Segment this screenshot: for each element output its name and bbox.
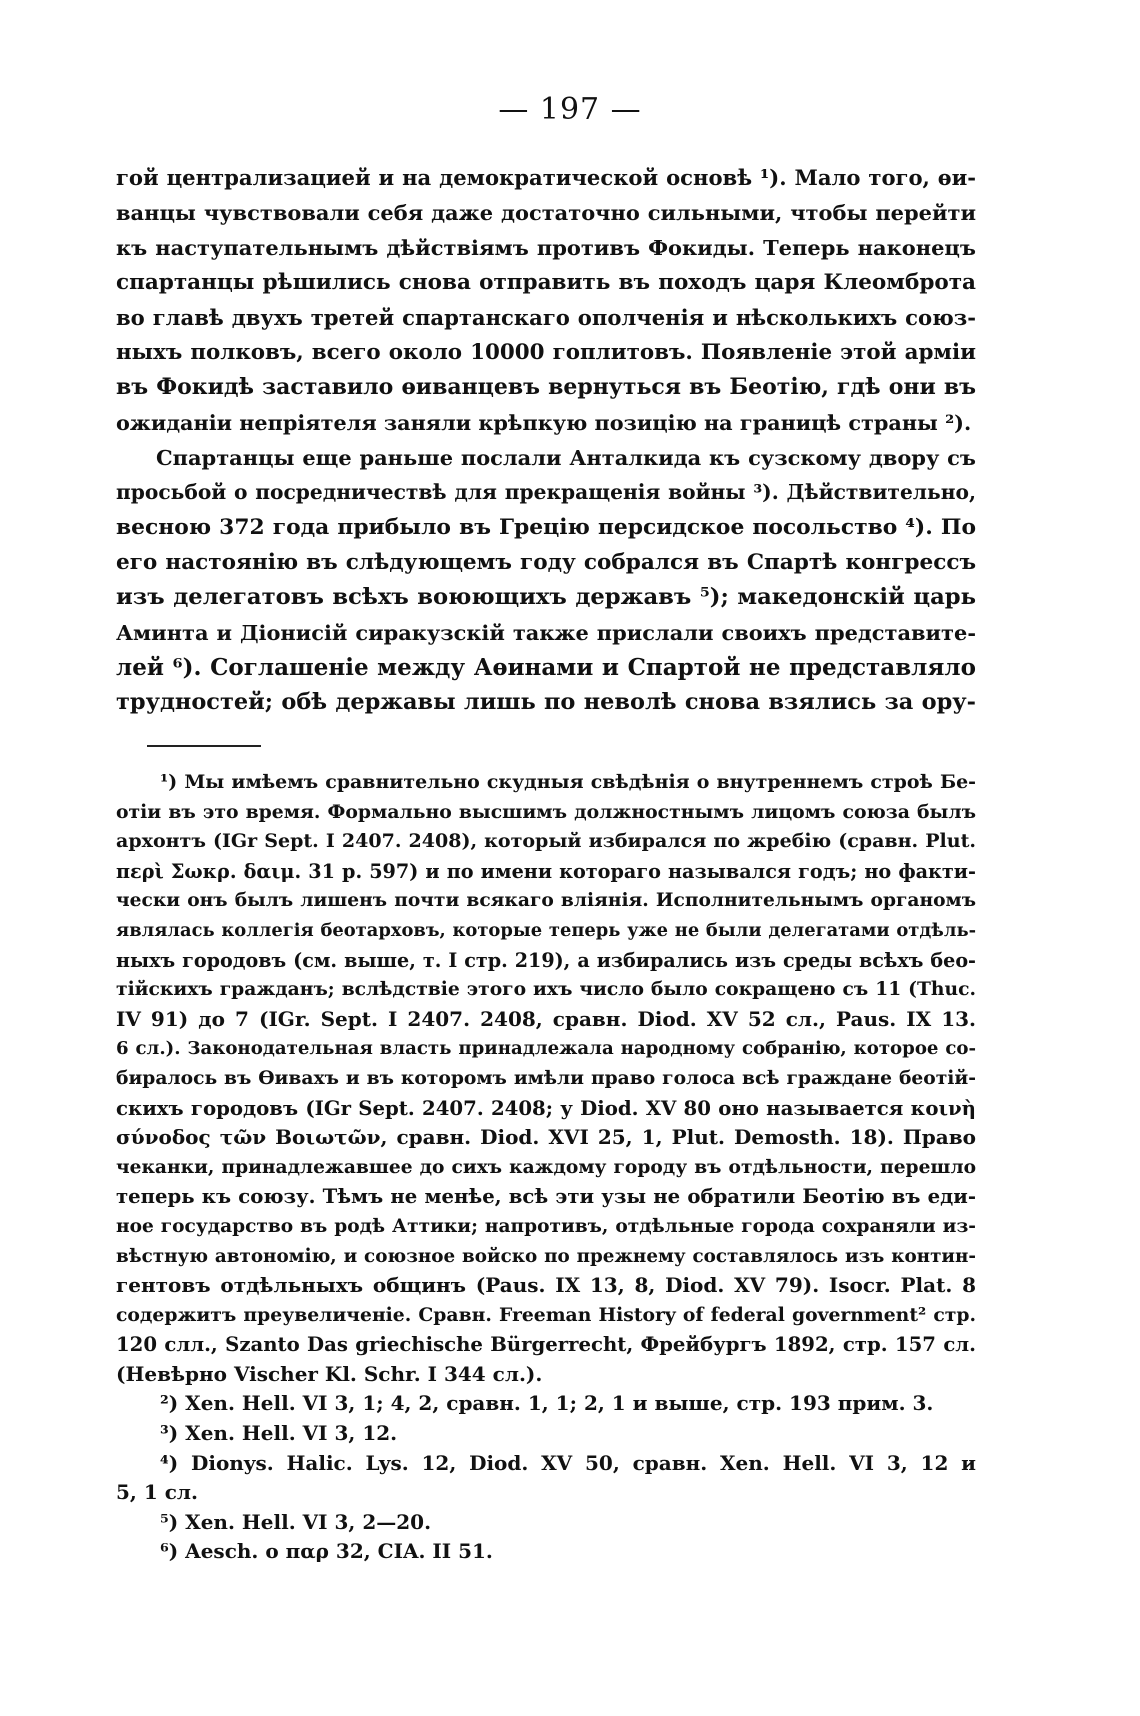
footnote-line: являлась коллегія беотарховъ, которые теперь уже не были делегатами отдѣль- — [116, 919, 976, 941]
text-line: весною 372 года прибыло въ Грецію персидское посольство ⁴). По — [116, 515, 976, 540]
footnotes — [116, 768, 976, 1567]
footnote-line: 6 сл.). Законодательная власть принадлежала народному собранію, которое со- — [116, 1038, 976, 1060]
footnote-line: содержитъ преувеличеніе. Сравн. Freeman History of federal government² стр. — [116, 1303, 976, 1326]
footnote-line: ⁴) Dionys. Halic. Lys. 12, Diod. XV 50, сравн. Xen. Hell. VI 3, 12 и — [160, 1450, 976, 1475]
text-line: Спартанцы еще раньше послали Анталкида къ сузскому двору съ — [156, 445, 976, 470]
footnote-line: чеканки, принадлежавшее до сихъ каждому городу въ отдѣльности, перешло — [116, 1156, 976, 1178]
page-number: — 197 — — [498, 92, 642, 127]
footnote-line: вѣстную автономію, и союзное войско по прежнему составлялось изъ контин- — [116, 1245, 976, 1267]
footnote-line: ²) Xen. Hell. VI 3, 1; 4, 2, сравн. 1, 1; 2, 1 и выше, стр. 193 прим. 3. — [160, 1391, 934, 1416]
footnote-line: гентовъ отдѣльныхъ общинъ (Paus. IX 13, 8, Diod. XV 79). Isocr. Plat. 8 — [116, 1273, 976, 1298]
text-line: въ Фокидѣ заставило ѳиванцевъ вернуться въ Беотію, гдѣ они въ — [116, 374, 976, 400]
footnote-line: σύνοδος τῶν Βοιωτῶν, сравн. Diod. XVI 25, 1, Plut. Demosth. 18). Право — [116, 1125, 976, 1150]
footnote-line: ³) Xen. Hell. VI 3, 12. — [160, 1421, 398, 1446]
footnote-line: отіи въ это время. Формально высшимъ должностнымъ лицомъ союза былъ — [116, 800, 976, 823]
text-line: трудностей; обѣ державы лишь по неволѣ снова взялись за ору- — [116, 689, 976, 715]
text-line: изъ делегатовъ всѣхъ воюющихъ державъ ⁵); македонскій царь — [116, 584, 976, 610]
footnote-line: теперь къ союзу. Тѣмъ не менѣе, всѣ эти узы не обратили Беотію въ еди- — [116, 1185, 976, 1209]
text-line: ныхъ полковъ, всего около 10000 гоплитовъ. Появленіе этой арміи — [116, 340, 976, 365]
footnote-line: ⁶) Aesch. o παρ 32, CIA. II 51. — [160, 1539, 493, 1564]
text-line: просьбой о посредничествѣ для прекращенія войны ³). Дѣйствительно, — [116, 480, 976, 504]
main-text — [116, 160, 976, 720]
footnote-line: IV 91) до 7 (IGr. Sept. I 2407. 2408, сравн. Diod. XV 52 сл., Paus. IX 13. — [116, 1006, 976, 1031]
footnote-line: ное государство въ родѣ Аттики; напротивъ, отдѣльные города сохраняли из- — [116, 1215, 976, 1237]
text-line: ванцы чувствовали себя даже достаточно сильными, чтобы перейти — [116, 200, 976, 225]
text-line: ожиданіи непріятеля заняли крѣпкую позицію на границѣ страны ²). — [116, 410, 972, 435]
footnote-line: чески онъ былъ лишенъ почти всякаго вліянія. Исполнительнымъ органомъ — [116, 889, 976, 912]
text-line: къ наступательнымъ дѣйствіямъ противъ Фокиды. Теперь наконецъ — [116, 235, 976, 260]
footnote-line: (Невѣрно Vischer Kl. Schr. I 344 сл.). — [116, 1361, 543, 1386]
footnote-line: тійскихъ гражданъ; вслѣдствіе этого ихъ число было сокращено съ 11 (Thuc. — [116, 978, 976, 1001]
text-line: гой централизацией и на демократической основѣ ¹). Мало того, ѳи- — [116, 165, 976, 190]
footnote-divider — [147, 745, 261, 747]
footnote-line: 5, 1 сл. — [116, 1480, 198, 1505]
text-line: Аминта и Діонисій сиракузскій также прислали своихъ представите- — [116, 620, 976, 645]
footnote-line: ¹) Мы имѣемъ сравнительно скудныя свѣдѣнія о внутреннемъ строѣ Бе- — [160, 771, 976, 793]
text-line: спартанцы рѣшились снова отправить въ походъ царя Клеомброта — [116, 270, 976, 295]
footnote-line: 120 слл., Szanto Das griechische Bürgerrecht, Фрейбургъ 1892, стр. 157 сл. — [116, 1333, 976, 1357]
footnote-line: ныхъ городовъ (см. выше, т. I стр. 219), а избирались изъ среды всѣхъ бео- — [116, 948, 976, 972]
footnote-line: биралось въ Ѳивахъ и въ которомъ имѣли право голоса всѣ граждане беотій- — [116, 1066, 976, 1089]
text-line: его настоянію въ слѣдующемъ году собрался въ Спартѣ конгрессъ — [116, 550, 976, 575]
footnote-line: ⁵) Xen. Hell. VI 3, 2—20. — [160, 1509, 432, 1534]
text-line: во главѣ двухъ третей спартанскаго ополченія и нѣсколькихъ союз- — [116, 305, 976, 330]
footnote-line: περὶ Σωκρ. δαιμ. 31 p. 597) и по имени котораго назывался годъ; но факти- — [116, 859, 976, 883]
text-line: лей ⁶). Соглашеніе между Аѳинами и Спартой не представляло — [116, 654, 976, 681]
footnote-line: скихъ городовъ (IGr Sept. 2407. 2408; у Diod. XV 80 оно называется κοινὴ — [116, 1096, 976, 1120]
footnote-line: архонтъ (IGr Sept. I 2407. 2408), который избирался по жребію (сравн. Plut. — [116, 830, 976, 853]
